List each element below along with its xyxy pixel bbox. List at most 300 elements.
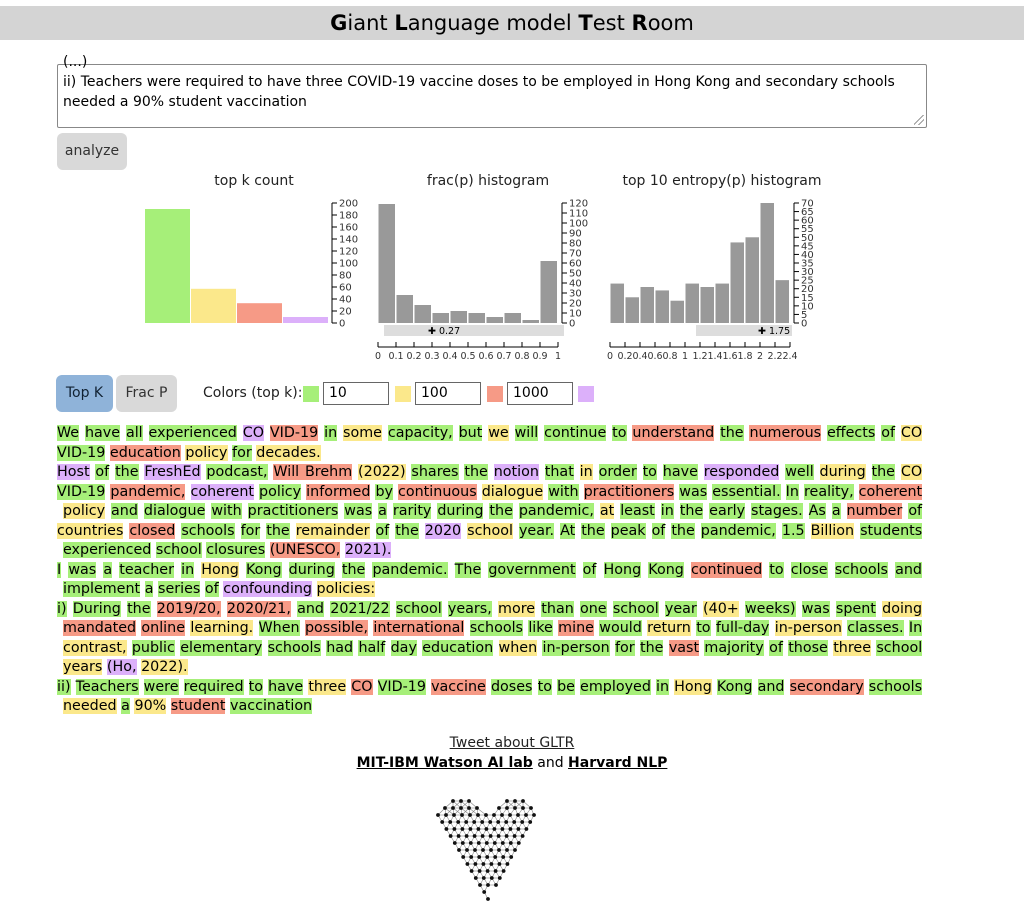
heart-node — [465, 848, 469, 852]
token[interactable]: years — [63, 659, 103, 675]
token[interactable]: dialogue — [143, 503, 206, 519]
token[interactable]: During — [72, 600, 121, 617]
token[interactable]: pandemic, — [110, 483, 186, 500]
token[interactable]: years, — [447, 600, 492, 617]
token[interactable]: international — [373, 620, 465, 636]
token[interactable]: reality, — [803, 483, 854, 500]
token[interactable]: 2021). — [344, 542, 392, 558]
token[interactable]: CO — [900, 425, 923, 441]
heart-node — [448, 820, 452, 824]
token[interactable]: early — [709, 503, 746, 519]
heart-node — [476, 813, 480, 817]
token[interactable]: continue — [544, 425, 607, 441]
token[interactable]: public — [131, 639, 175, 656]
token[interactable]: was — [801, 600, 830, 617]
token[interactable]: of — [908, 503, 923, 519]
swatch-red — [487, 386, 503, 402]
heart-node — [472, 820, 476, 824]
token[interactable]: capacity, — [387, 425, 453, 441]
token[interactable]: The — [454, 561, 482, 578]
token[interactable]: well — [785, 464, 814, 480]
token[interactable]: we — [488, 425, 509, 441]
result-line — [57, 600, 922, 620]
token[interactable]: majority — [704, 639, 764, 656]
hist-xtick-label: 1 — [681, 351, 689, 362]
token[interactable]: closed — [129, 522, 176, 539]
hist-ytick-label: 80 — [569, 238, 582, 250]
token[interactable]: with — [548, 483, 579, 500]
token[interactable]: that — [544, 464, 574, 480]
token[interactable]: to — [696, 620, 711, 636]
token[interactable]: be — [557, 678, 575, 695]
hist-xtick-label: 1 — [554, 351, 562, 362]
token[interactable]: (UNESCO, — [269, 542, 341, 558]
hist-bar-9 — [541, 261, 558, 323]
token[interactable]: numerous — [749, 425, 822, 441]
hist-xtick-label: 0.6 — [647, 351, 663, 362]
heart-node — [505, 834, 509, 838]
topk-ytick-label: 100 — [339, 258, 359, 270]
heart-node — [461, 841, 465, 845]
hist-xtick-label: 0.1 — [388, 351, 404, 362]
token[interactable]: vaccination — [230, 698, 313, 714]
analyze-button[interactable]: analyze — [57, 133, 127, 170]
token[interactable]: vaccine — [431, 678, 486, 695]
token[interactable]: peak — [610, 522, 646, 539]
token[interactable]: three — [308, 678, 347, 695]
hist-bar-2 — [415, 305, 432, 323]
token[interactable]: but — [458, 425, 483, 441]
token[interactable]: responded — [703, 464, 780, 480]
token[interactable]: return — [647, 620, 691, 636]
mit-ibm-link[interactable]: MIT-IBM Watson AI lab — [356, 755, 533, 771]
heart-node — [485, 855, 489, 859]
token[interactable]: essential. — [712, 483, 781, 500]
token[interactable]: for — [232, 444, 252, 461]
token[interactable]: Hong — [603, 561, 642, 578]
title-part: est — [592, 11, 632, 35]
token[interactable]: needed — [63, 698, 117, 714]
token[interactable]: policy — [259, 483, 302, 500]
token[interactable]: practitioners — [583, 483, 675, 500]
token[interactable]: classes. — [847, 620, 904, 636]
token[interactable]: in-person — [542, 639, 610, 656]
title-part: R — [631, 11, 648, 35]
token[interactable]: the — [679, 503, 704, 519]
token[interactable]: policy — [185, 444, 228, 461]
heart-node — [469, 841, 473, 845]
hist-ytick-label: 40 — [801, 249, 814, 261]
token[interactable]: year — [664, 600, 697, 617]
token[interactable]: the — [671, 522, 695, 539]
token[interactable]: When — [258, 620, 300, 636]
token[interactable]: school — [155, 542, 202, 558]
heart-node — [509, 841, 513, 845]
topk-threshold-3-input[interactable]: 1000 — [507, 382, 573, 405]
token[interactable]: vast — [668, 639, 700, 656]
token[interactable]: remainder — [295, 522, 370, 539]
hist-ytick-label: 90 — [569, 228, 582, 240]
hist-xtick-label: 0.3 — [424, 351, 440, 362]
token[interactable]: pandemic. — [372, 561, 448, 578]
token[interactable]: VID-19 — [57, 444, 106, 461]
token[interactable]: policy — [63, 503, 106, 519]
topk-ytick-label: 40 — [339, 294, 352, 306]
heart-node — [494, 883, 498, 887]
token[interactable]: schools — [469, 620, 523, 636]
token[interactable]: Teachers — [75, 678, 139, 695]
token[interactable]: 90% — [134, 698, 167, 714]
token[interactable]: a — [103, 561, 113, 578]
result-line — [57, 561, 922, 581]
token[interactable]: the — [464, 464, 488, 480]
token[interactable]: continued — [690, 561, 763, 578]
token[interactable]: practitioners — [247, 503, 339, 519]
token[interactable]: to — [612, 425, 627, 441]
token[interactable]: government — [488, 561, 576, 578]
token[interactable]: Kong — [246, 561, 282, 578]
token[interactable]: for — [240, 522, 261, 539]
heart-node — [504, 820, 508, 824]
token[interactable]: than — [541, 600, 574, 617]
hist-bar-11 — [776, 280, 790, 323]
token[interactable]: year. — [518, 522, 555, 539]
hist-bar-0 — [611, 284, 625, 323]
token[interactable]: pandemic, — [700, 522, 776, 539]
token[interactable]: to — [642, 464, 657, 480]
heart-node — [478, 869, 482, 873]
token[interactable]: schools — [267, 639, 321, 656]
token[interactable]: continuous — [398, 483, 477, 500]
token[interactable]: education — [422, 639, 494, 656]
text-input[interactable] — [57, 54, 927, 128]
token[interactable]: i) — [57, 600, 67, 617]
token[interactable]: order — [598, 464, 637, 480]
token[interactable]: At — [560, 522, 576, 539]
token[interactable]: a — [144, 581, 154, 597]
heart-node — [498, 862, 502, 866]
topk-count-chart — [140, 195, 360, 335]
token[interactable]: In — [785, 483, 799, 500]
token[interactable]: a — [831, 503, 841, 519]
token[interactable]: the — [266, 522, 290, 539]
token[interactable]: of — [582, 561, 597, 578]
token[interactable]: have — [84, 425, 121, 441]
tweet-link[interactable]: Tweet about GLTR — [449, 735, 575, 751]
token[interactable]: experienced — [148, 425, 237, 441]
token[interactable]: were — [143, 678, 179, 695]
token[interactable]: in — [324, 425, 338, 441]
tab-frac-p[interactable]: Frac P — [116, 375, 177, 412]
token[interactable]: during — [437, 503, 484, 519]
token[interactable]: one — [580, 600, 607, 617]
token[interactable]: of — [375, 522, 390, 539]
hist-ytick-label: 60 — [801, 215, 814, 227]
token[interactable]: 2021/22 — [330, 600, 390, 617]
token[interactable]: Kong — [648, 561, 684, 578]
token[interactable]: secondary — [789, 678, 864, 695]
token[interactable]: had — [326, 639, 354, 656]
token[interactable]: policies: — [316, 581, 376, 597]
token[interactable]: at — [599, 503, 615, 519]
token[interactable]: VID-19 — [269, 425, 319, 441]
token[interactable]: day — [390, 639, 417, 656]
token[interactable]: In — [908, 620, 923, 636]
token[interactable]: with — [211, 503, 242, 519]
token[interactable]: would — [599, 620, 642, 636]
token[interactable]: during — [288, 561, 335, 578]
heart-node — [513, 834, 517, 838]
token[interactable]: I — [57, 561, 62, 578]
token[interactable]: of — [651, 522, 666, 539]
heart-node — [516, 813, 520, 817]
hist-ytick-label: 100 — [569, 218, 589, 230]
token[interactable]: VID-19 — [57, 483, 106, 500]
heart-node — [461, 827, 465, 831]
token[interactable]: like — [528, 620, 553, 636]
topk-threshold-1-input[interactable]: 10 — [323, 382, 389, 405]
token[interactable]: VID-19 — [377, 678, 426, 695]
token[interactable]: was — [344, 503, 373, 519]
token[interactable]: when — [498, 639, 538, 656]
heart-node — [490, 876, 494, 880]
token[interactable]: have — [268, 678, 304, 695]
token[interactable]: and — [297, 600, 324, 617]
token[interactable]: close — [790, 561, 828, 578]
token[interactable]: 2022). — [141, 659, 188, 675]
token[interactable]: learning. — [190, 620, 254, 636]
token[interactable]: rarity — [392, 503, 432, 519]
token[interactable]: and — [111, 503, 138, 519]
token[interactable]: elementary — [180, 639, 263, 656]
token[interactable]: implement — [63, 581, 141, 597]
token[interactable]: to — [769, 561, 784, 578]
title-part: iant — [347, 11, 395, 35]
token[interactable]: the — [395, 522, 419, 539]
heart-node — [482, 876, 486, 880]
token[interactable]: will — [514, 425, 539, 441]
token[interactable]: We — [57, 425, 80, 441]
harvard-nlp-link[interactable]: Harvard NLP — [568, 755, 668, 771]
token[interactable]: in — [181, 561, 195, 578]
token[interactable]: the — [127, 600, 151, 617]
token[interactable]: school — [467, 522, 513, 539]
token[interactable]: the — [871, 464, 895, 480]
heart-node — [521, 799, 525, 803]
token[interactable]: series — [158, 581, 201, 597]
hist-ytick-label: 35 — [801, 258, 814, 270]
token[interactable]: of — [769, 639, 783, 656]
token[interactable]: education — [109, 444, 181, 461]
token[interactable]: doing — [882, 600, 923, 617]
hist-bar-7 — [505, 313, 522, 323]
heart-node — [501, 827, 505, 831]
token[interactable]: pandemic, — [518, 503, 594, 519]
heart-node — [480, 820, 484, 824]
token[interactable]: shares — [411, 464, 459, 480]
heart-node — [477, 841, 481, 845]
topk-threshold-2-input[interactable]: 100 — [415, 382, 481, 405]
token[interactable]: a — [121, 698, 130, 714]
token[interactable]: Hong — [201, 561, 239, 578]
token[interactable]: podcast, — [206, 464, 268, 480]
token[interactable]: three — [833, 639, 872, 656]
tab-top-k[interactable]: Top K — [56, 375, 113, 412]
token[interactable]: the — [720, 425, 744, 441]
heart-node — [449, 834, 453, 838]
token[interactable]: Billion — [810, 522, 855, 539]
token[interactable]: dialogue — [481, 483, 544, 500]
hist-ytick-label: 15 — [801, 292, 814, 304]
token[interactable]: some — [343, 425, 382, 441]
token[interactable]: FreshEd — [144, 464, 201, 480]
hist-xtick-label: 0.5 — [460, 351, 476, 362]
heart-node — [497, 848, 501, 852]
token[interactable]: half — [358, 639, 386, 656]
token[interactable]: students — [860, 522, 923, 539]
token[interactable]: understand — [632, 425, 715, 441]
hist-bar-10 — [761, 203, 775, 323]
token[interactable]: As — [808, 503, 826, 519]
token[interactable]: schools — [834, 561, 888, 578]
hist-xtick-label: 0.2 — [617, 351, 633, 362]
token[interactable]: countries — [57, 522, 124, 539]
token[interactable]: during — [819, 464, 866, 480]
token[interactable]: the — [581, 522, 605, 539]
token[interactable]: stages. — [751, 503, 803, 519]
resize-handle-icon[interactable] — [914, 115, 924, 125]
topk-ytick-label: 180 — [339, 210, 359, 222]
token[interactable]: school — [876, 639, 923, 656]
heart-node — [486, 869, 490, 873]
token[interactable]: Host — [57, 464, 90, 480]
token[interactable]: those — [788, 639, 828, 656]
token[interactable]: of — [95, 464, 110, 480]
token[interactable]: least — [620, 503, 655, 519]
token[interactable]: ii) — [57, 678, 71, 695]
hist-xtick-label: 0.4 — [632, 351, 648, 362]
token[interactable]: in — [656, 678, 670, 695]
token[interactable]: notion — [493, 464, 539, 480]
token[interactable]: schools — [181, 522, 235, 539]
token[interactable]: closures — [206, 542, 266, 558]
token[interactable]: in — [660, 503, 674, 519]
token[interactable]: schools — [868, 678, 923, 695]
token[interactable]: have — [662, 464, 698, 480]
token[interactable]: 1.5 — [781, 522, 805, 539]
token[interactable]: decades. — [256, 444, 321, 461]
heart-node — [496, 820, 500, 824]
token[interactable]: CO — [351, 678, 373, 695]
heart-node — [520, 820, 524, 824]
token[interactable]: Hong — [674, 678, 712, 695]
token[interactable]: in-person — [774, 620, 842, 636]
token[interactable]: student — [170, 698, 226, 714]
token[interactable]: of — [881, 425, 895, 441]
token[interactable]: by — [375, 483, 393, 500]
token[interactable]: the — [115, 464, 139, 480]
token[interactable]: confounding — [223, 581, 312, 597]
token[interactable]: and — [895, 561, 923, 578]
swatch-yellow — [395, 386, 411, 402]
hist-bar-2 — [641, 287, 655, 323]
heart-node — [494, 869, 498, 873]
token[interactable]: full-day — [715, 620, 770, 636]
token[interactable]: contrast, — [63, 639, 127, 656]
token[interactable]: the — [341, 561, 366, 578]
token[interactable]: 2020 — [424, 522, 462, 539]
token[interactable]: the — [640, 639, 664, 656]
token[interactable]: a — [378, 503, 387, 519]
token[interactable]: for — [615, 639, 635, 656]
topk-ytick-label: 160 — [339, 222, 359, 234]
hist-ytick-label: 65 — [801, 207, 814, 219]
heart-node — [505, 799, 509, 803]
token[interactable]: teacher — [119, 561, 174, 578]
token[interactable]: of — [204, 581, 219, 597]
heart-node — [459, 806, 463, 810]
token[interactable]: experienced — [63, 542, 152, 558]
token[interactable]: the — [489, 503, 513, 519]
token[interactable]: effects — [826, 425, 876, 441]
token[interactable]: mandated — [63, 620, 137, 636]
token[interactable]: all — [125, 425, 143, 441]
token[interactable]: (Ho, — [106, 659, 137, 675]
token[interactable]: was — [68, 561, 97, 578]
token[interactable]: school — [612, 600, 659, 617]
token[interactable]: and — [757, 678, 785, 695]
heart-node — [528, 820, 532, 824]
token[interactable]: weeks) — [744, 600, 796, 617]
token[interactable]: CO — [242, 425, 264, 441]
token[interactable]: employed — [580, 678, 651, 695]
hist-bar-5 — [469, 313, 486, 323]
hist-xtick-label: 0.8 — [662, 351, 678, 362]
token[interactable]: school — [395, 600, 442, 617]
topk-ytick-label: 60 — [339, 282, 352, 294]
hist-xtick-label: 1.6 — [722, 351, 738, 362]
token[interactable]: coherent — [858, 483, 923, 500]
hist-ytick-label: 20 — [801, 284, 814, 296]
token[interactable]: (40+ — [703, 600, 739, 617]
result-line — [57, 580, 922, 600]
heart-node — [481, 848, 485, 852]
token[interactable]: mine — [558, 620, 594, 636]
token[interactable]: in — [579, 464, 593, 480]
token[interactable]: informed — [306, 483, 371, 500]
token[interactable]: doses — [490, 678, 533, 695]
token[interactable]: more — [498, 600, 536, 617]
token[interactable]: number — [846, 503, 903, 519]
token[interactable]: Kong — [716, 678, 753, 695]
token[interactable]: (2022) — [358, 464, 406, 480]
token[interactable]: possible, — [304, 620, 369, 636]
hist-bar-3 — [433, 313, 450, 323]
token[interactable]: 2019/20, — [156, 600, 221, 617]
token[interactable]: online — [141, 620, 186, 636]
token[interactable]: to — [537, 678, 552, 695]
token[interactable]: CO — [900, 464, 923, 480]
token[interactable]: 2020/21, — [226, 600, 291, 617]
token[interactable]: coherent — [190, 483, 254, 500]
token[interactable]: was — [679, 483, 708, 500]
heart-node — [501, 841, 505, 845]
token[interactable]: required — [183, 678, 244, 695]
token[interactable]: spent — [835, 600, 876, 617]
token[interactable]: to — [248, 678, 263, 695]
token[interactable]: Will Brehm — [273, 464, 353, 480]
heart-node — [489, 848, 493, 852]
